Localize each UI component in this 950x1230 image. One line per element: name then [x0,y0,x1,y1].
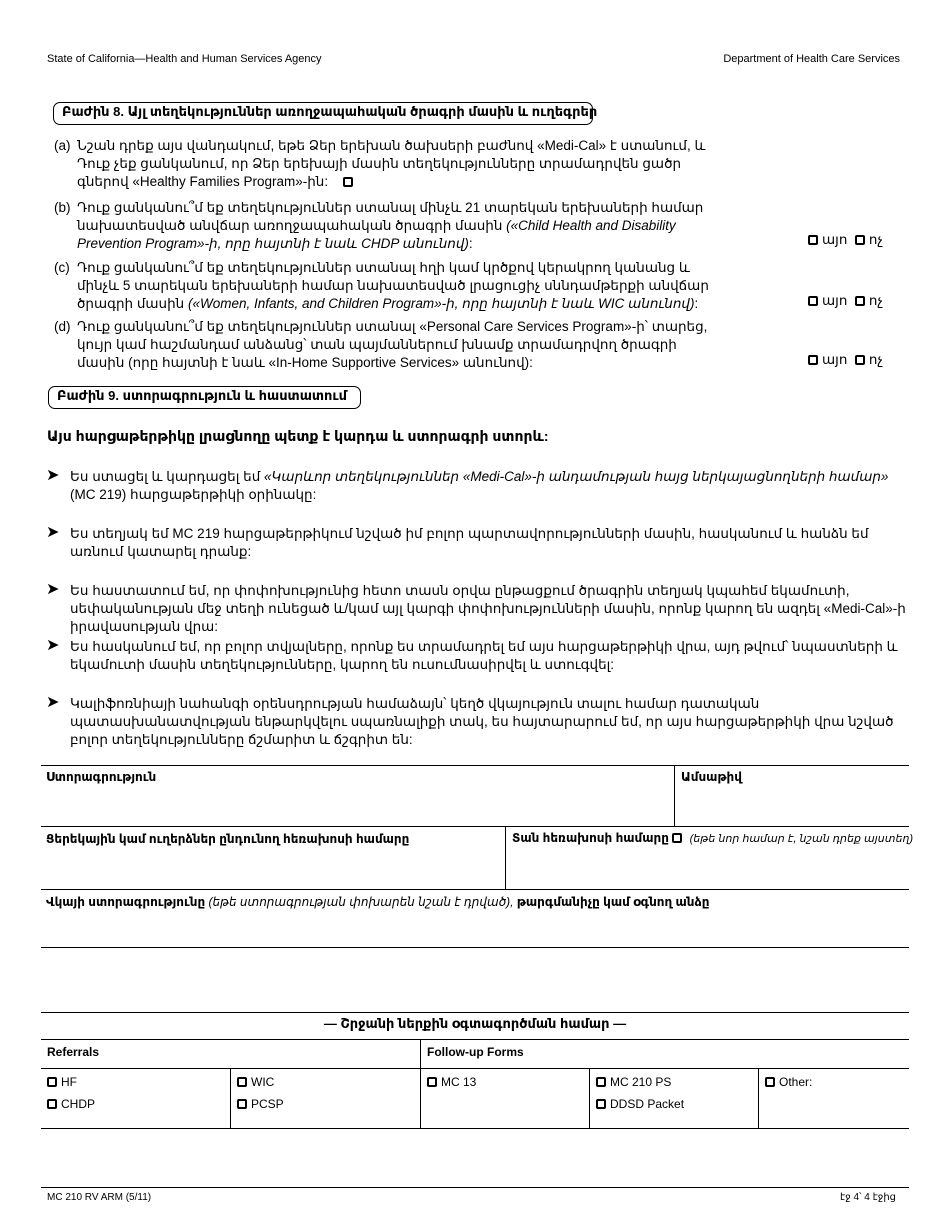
divider [41,1012,909,1013]
item-a-checkbox[interactable] [343,177,353,187]
ddsd-checkbox[interactable] [596,1099,606,1109]
section-9-title: Բաժին 9. ստորագրություն և հաստատում [48,386,361,409]
statement-2-text: Ես տեղյակ եմ MC 219 հարցաթերթիկում նշված իմ բոլոր պարտավորությունների մասին, հասկանում և հանձն եմ առնում կատարել դրանք: [70,526,869,559]
section-8-title: Բաժին 8. Այլ տեղեկություններ առողջապահական ծրագրի մասին և ուղեգրեր [53,102,593,125]
statement-2 [46,525,906,561]
county-use-title: — Շրջանի ներքին օգտագործման համար — [323,1016,627,1031]
arrow-icon: ➤ [46,694,60,711]
item-c-label: (c) [54,260,70,275]
home-phone-field[interactable] [512,849,904,885]
followup-header: Follow-up Forms [427,1045,524,1059]
item-c [54,259,727,313]
pcsp-checkbox[interactable] [237,1099,247,1109]
item-d-yes-checkbox[interactable] [808,355,818,365]
mc13-checkbox[interactable] [427,1077,437,1087]
footer-divider [41,1187,909,1188]
item-d-no-label: ոչ [868,352,883,367]
divider [420,1039,421,1128]
other-label: Other: [779,1075,813,1089]
mc13-label: MC 13 [441,1075,477,1089]
statement-1 [46,468,906,504]
item-d [54,318,727,372]
item-b-end: : [468,236,473,251]
item-d-text: Դուք ցանկանու՞մ եք տեղեկություններ ստանալ «Personal Care Services Program»-ի՝ տարեց, կույր կամ հաշմանդամ անձանց՝ տան պայմաններում խնամք տրամադրվող ծրագրի մասին (որը հայտնի է նաև «In-Home Supportive Services» անունով): [77,319,708,370]
divider [41,947,909,948]
agency-name: State of California—Health and Human Services Agency [47,53,322,65]
item-b-yes-checkbox[interactable] [808,235,818,245]
item-d-yes-no [808,352,883,368]
signature-field[interactable] [46,786,666,822]
hf-label: HF [61,1075,77,1089]
statement-3 [46,582,906,636]
item-c-no-label: ոչ [868,293,883,308]
item-b [54,199,727,253]
divider [41,1128,909,1129]
arrow-icon: ➤ [46,524,60,541]
other-checkbox[interactable] [765,1077,775,1087]
section-9-intro: Այս հարցաթերթիկը լրացնողը պետք է կարդա և ստորագրի ստորև: [47,428,549,444]
item-b-yes-no [808,232,883,248]
option-ddsd[interactable] [596,1097,684,1111]
department-name: Department of Health Care Services [723,53,900,65]
new-number-checkbox[interactable] [672,833,682,843]
item-b-label: (b) [54,200,71,215]
statement-1-title: «Կարևոր տեղեկություններ «Medi-Cal»-ի անդամության հայց ներկայացնողների համար» [264,469,889,484]
item-b-text: Դուք ցանկանու՞մ եք տեղեկություններ ստանալ մինչև 21 տարեկան երեխաների համար նախատեսված անվճար առողջապահական ծրագրի մասին [77,200,704,233]
pcsp-label: PCSP [251,1097,284,1111]
option-other[interactable] [765,1075,812,1089]
day-phone-label: Ցերեկային կամ ուղերձներ ընդունող հեռախոսի համարը [46,832,410,846]
statement-5 [46,695,906,749]
divider [41,1039,909,1040]
statement-4 [46,638,906,674]
witness-field[interactable] [46,912,904,944]
item-d-yes-label: այո [822,352,848,367]
option-wic[interactable] [237,1075,274,1089]
mc210ps-checkbox[interactable] [596,1077,606,1087]
item-c-program: («Women, Infants, and Children Program»-ի, որը հայտնի է նաև WIC անունով) [187,296,695,311]
item-b-no-checkbox[interactable] [855,235,865,245]
statement-5-text: Կալիֆոռնիայի նահանգի օրենսդրության համաձայն՝ կեղծ վկայություն տալու համար դատական պատասխանատվության ենթարկվելու սպառնալիքի տակ, ես հայտարարում եմ, որ այս հարցաթերթիկի վրա նշված բոլոր տեղեկությունները ճշմարիտ և ճշգրիտ են: [70,696,894,747]
item-a [54,137,727,191]
date-field[interactable] [681,786,905,822]
item-a-label: (a) [54,138,71,153]
item-b-no-label: ոչ [868,232,883,247]
option-pcsp[interactable] [237,1097,284,1111]
item-c-no-checkbox[interactable] [855,296,865,306]
witness-note: (եթե ստորագրության փոխարեն նշան է դրված), [205,895,517,909]
divider [505,826,506,889]
statement-1-end: (MC 219) հարցաթերթիկի օրինակը: [70,487,317,502]
home-phone-label: Տան հեռախոսի համարը [512,831,669,845]
arrow-icon: ➤ [46,581,60,598]
divider [674,765,675,826]
divider [41,889,909,890]
home-phone-header [512,831,913,845]
date-label: Ամսաթիվ [681,770,742,784]
item-c-yes-label: այո [822,293,848,308]
divider [41,1068,909,1069]
option-hf[interactable] [47,1075,77,1089]
chdp-checkbox[interactable] [47,1099,57,1109]
item-a-text: Նշան դրեք այս վանդակում, եթե Ձեր երեխան ծախսերի բաժնով «Medi-Cal» է ստանում, և Դուք չեք ցանկանում, որ Ձեր երեխայի մասին տեղեկությունները տրամադրվեն ցածր գներով «Healthy Families Program»-ին: [77,138,706,189]
witness-header [46,895,709,909]
divider [230,1068,231,1128]
item-b-yes-label: այո [822,232,848,247]
divider [758,1068,759,1128]
arrow-icon: ➤ [46,467,60,484]
referrals-header: Referrals [47,1045,100,1059]
page-number: էջ 4՝ 4 էջից [839,1192,896,1203]
statement-1-text: Ես ստացել և կարդացել եմ [70,469,265,484]
wic-checkbox[interactable] [237,1077,247,1087]
witness-label: Վկայի ստորագրությունը [46,895,206,909]
item-d-no-checkbox[interactable] [855,355,865,365]
item-b-program: («Child Health and Disability Prevention Program»-ի, որը հայտնի է նաև CHDP անունով) [77,218,676,251]
option-mc13[interactable] [427,1075,476,1089]
chdp-label: CHDP [61,1097,96,1111]
statement-4-text: Ես հասկանում եմ, որ բոլոր տվյալները, որոնք ես տրամադրել եմ այս հարցաթերթիկի վրա, այդ թվում՝ նպաստների և եկամուտի մասին տեղեկությունները, կարող են ուսումնասիրվել և ստուգվել: [70,639,898,672]
day-phone-field[interactable] [46,849,498,885]
divider [589,1068,590,1128]
item-c-end: : [694,296,699,311]
hf-checkbox[interactable] [47,1077,57,1087]
form-number: MC 210 RV ARM (5/11) [47,1192,152,1203]
mc210ps-label: MC 210 PS [610,1075,672,1089]
item-c-yes-checkbox[interactable] [808,296,818,306]
interpreter-label: թարգմանիչը կամ օգնող անձը [516,895,710,909]
item-c-text: Դուք ցանկանու՞մ եք տեղեկություններ ստանալ հղի կամ կրծքով կերակրող կանանց և մինչև 5 տարեկան երեխաների համար նախատեսված լրացուցիչ սննդամթերքի անվճար ծրագրի մասին [77,260,709,311]
home-phone-note: (եթե նոր համար է, նշան դրեք այստեղ) [689,833,914,845]
wic-label: WIC [251,1075,275,1089]
divider [41,826,909,827]
ddsd-label: DDSD Packet [610,1097,685,1111]
signature-label: Ստորագրություն [46,770,157,784]
option-mc210ps[interactable] [596,1075,671,1089]
option-chdp[interactable] [47,1097,95,1111]
item-d-label: (d) [54,319,71,334]
arrow-icon: ➤ [46,637,60,654]
statement-3-text: Ես հաստատում եմ, որ փոփոխությունից հետո տասն օրվա ընթացքում ծրագրին տեղյակ կպահեմ եկամուտի, սեփականության մեջ տեղի ունեցած և/կամ այլ կարգի փոփոխությունների մասին, որոնք կարող են ազդել «Medi-Cal»-ի իրավասության վրա: [70,583,906,634]
divider [41,765,909,766]
item-c-yes-no [808,293,883,309]
